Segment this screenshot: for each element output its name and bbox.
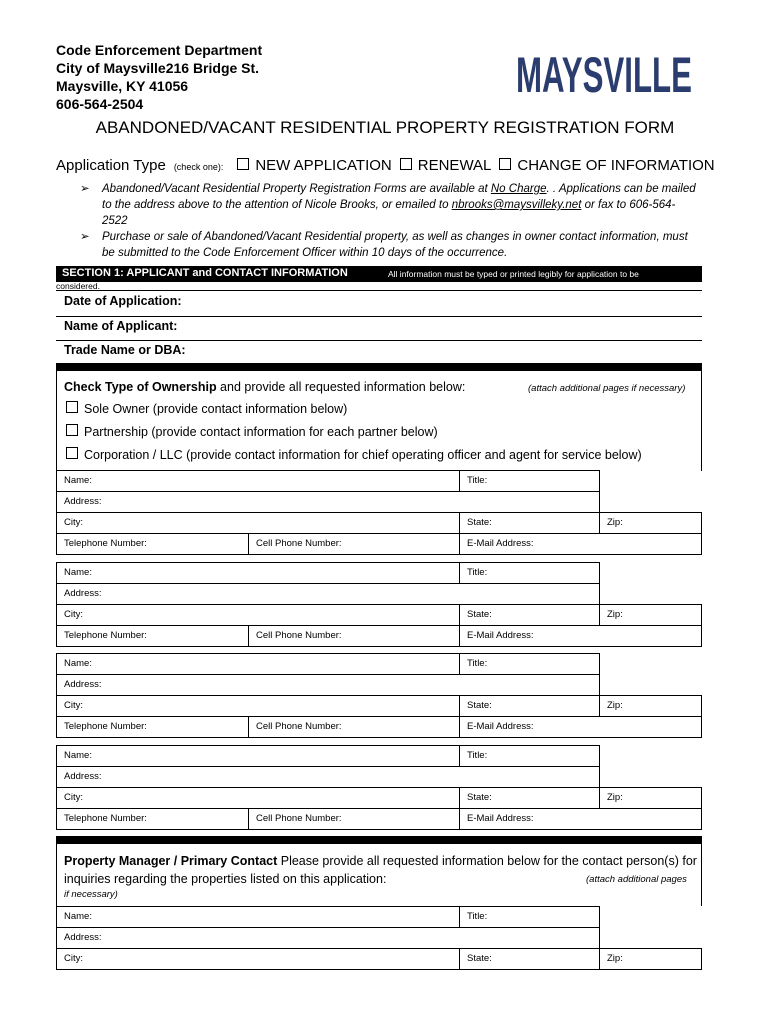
zip-field[interactable]: [600, 605, 702, 626]
address-field[interactable]: [57, 584, 600, 605]
telephone-label: Telephone Number:: [64, 813, 147, 824]
zip-field[interactable]: [600, 513, 702, 534]
bullet1-text: Abandoned/Vacant Residential Property Registration Forms are available at: [102, 183, 491, 195]
zip-field[interactable]: [600, 696, 702, 717]
bullet2-text: Purchase or sale of Abandoned/Vacant Residential property, as well as changes in owner contact information, must be submitted to the Code Enforcement Officer within 10 days of the occurrence.: [102, 231, 688, 259]
telephone-field[interactable]: [57, 534, 249, 555]
zip-label: Zip:: [607, 517, 623, 528]
title-label: Title:: [467, 750, 488, 761]
email-label: E-Mail Address:: [467, 538, 534, 549]
sole-owner-label: Sole Owner (provide contact information below): [84, 402, 348, 416]
address-label: Address:: [64, 588, 102, 599]
bullet-purchase: [80, 229, 690, 263]
maysville-logo: [514, 44, 694, 103]
state-field[interactable]: [460, 513, 600, 534]
logo-text: MAYSVILLE: [516, 47, 692, 103]
state-label: State:: [467, 792, 492, 803]
title-field[interactable]: [460, 654, 600, 675]
section1-header: [56, 266, 702, 290]
name-field[interactable]: [57, 654, 460, 675]
email-label: E-Mail Address:: [467, 630, 534, 641]
title-label: Title:: [467, 567, 488, 578]
email-field[interactable]: [460, 809, 702, 830]
email-field[interactable]: [460, 626, 702, 647]
sole-owner-checkbox[interactable]: [66, 401, 78, 413]
telephone-label: Telephone Number:: [64, 538, 147, 549]
city-field[interactable]: [57, 788, 460, 809]
department-address: [56, 41, 262, 113]
cell-label: Cell Phone Number:: [256, 721, 342, 732]
telephone-field[interactable]: [57, 809, 249, 830]
address-label: Address:: [64, 932, 102, 943]
title-field[interactable]: [460, 907, 600, 928]
address-label: Address:: [64, 679, 102, 690]
ownership-attach-note: (attach additional pages if necessary): [528, 383, 686, 394]
department-name: Code Enforcement Department: [56, 42, 263, 58]
city-label: City:: [64, 700, 83, 711]
city-field[interactable]: [57, 605, 460, 626]
section1-note: All information must be typed or printed legibly for application to be: [388, 269, 639, 279]
zip-label: Zip:: [607, 700, 623, 711]
telephone-field[interactable]: [57, 626, 249, 647]
title-field[interactable]: [460, 471, 600, 492]
address-field[interactable]: [57, 675, 600, 696]
address-field[interactable]: [57, 928, 600, 949]
title-field[interactable]: [460, 563, 600, 584]
address-field[interactable]: [57, 492, 600, 513]
new-application-checkbox[interactable]: [237, 158, 249, 170]
name-field[interactable]: [57, 563, 460, 584]
bullet1-text-3: or fax to 606-564-2522: [102, 199, 676, 227]
email-label: E-Mail Address:: [467, 721, 534, 732]
city-field[interactable]: [57, 696, 460, 717]
contact-table-4: [56, 745, 702, 830]
applicant-name-label: Name of Applicant:: [64, 319, 178, 333]
arrow-bullet-icon: ➢: [80, 183, 90, 195]
state-field[interactable]: [460, 788, 600, 809]
date-label: Date of Application:: [64, 294, 182, 308]
cell-phone-field[interactable]: [249, 626, 460, 647]
section1-title: SECTION 1: APPLICANT and CONTACT INFORMATION: [62, 267, 348, 279]
email-label: E-Mail Address:: [467, 813, 534, 824]
form-title: ABANDONED/VACANT RESIDENTIAL PROPERTY REGISTRATION FORM: [95, 118, 675, 137]
ownership-title-bold: Check Type of Ownership: [64, 380, 217, 394]
application-type-label: Application Type: [56, 157, 166, 174]
name-field[interactable]: [57, 907, 460, 928]
name-label: Name:: [64, 658, 92, 669]
state-field[interactable]: [460, 696, 600, 717]
property-manager-text: Please provide all requested information below for the contact person(s) for inquiries regarding the properties listed on this application:: [64, 854, 697, 886]
ownership-title: [64, 380, 465, 394]
state-field[interactable]: [460, 605, 600, 626]
trade-name-label: Trade Name or DBA:: [64, 343, 186, 357]
state-label: State:: [467, 953, 492, 964]
cell-label: Cell Phone Number:: [256, 538, 342, 549]
property-manager-attach-note-cont: if necessary): [64, 889, 118, 900]
contact-table-2: [56, 562, 702, 647]
renewal-checkbox[interactable]: [400, 158, 412, 170]
telephone-field[interactable]: [57, 717, 249, 738]
renewal-label: RENEWAL: [417, 157, 492, 174]
partnership-checkbox[interactable]: [66, 424, 78, 436]
name-field[interactable]: [57, 746, 460, 767]
bullet-availability: [80, 181, 696, 231]
email-field[interactable]: [460, 717, 702, 738]
change-info-label: CHANGE OF INFORMATION: [517, 157, 715, 174]
cell-phone-field[interactable]: [249, 717, 460, 738]
name-label: Name:: [64, 750, 92, 761]
check-one-hint: (check one):: [173, 162, 224, 172]
name-field[interactable]: [57, 471, 460, 492]
state-field[interactable]: [460, 949, 600, 970]
telephone-label: Telephone Number:: [64, 630, 147, 641]
city-field[interactable]: [57, 513, 460, 534]
property-manager-attach-note: (attach additional pages: [586, 874, 687, 885]
city-label: City:: [64, 609, 83, 620]
sole-owner-option[interactable]: [64, 401, 347, 416]
partnership-label: Partnership (provide contact information for each partner below): [84, 425, 438, 439]
section1-note-cont: considered.: [56, 281, 100, 291]
department-phone: 606-564-2504: [56, 96, 144, 112]
title-label: Title:: [467, 475, 488, 486]
contact-table-manager: [56, 906, 702, 970]
street-address: City of Maysville216 Bridge St.: [56, 60, 260, 76]
property-manager-title: Property Manager / Primary Contact: [64, 854, 278, 868]
city-label: City:: [64, 792, 83, 803]
application-type-row: [56, 157, 715, 174]
contact-table-1: [56, 470, 702, 555]
email-link[interactable]: nbrooks@maysvilleky.net: [451, 199, 582, 211]
corporation-label: Corporation / LLC (provide contact information for chief operating officer and agent for service below): [84, 448, 642, 462]
zip-label: Zip:: [607, 953, 623, 964]
name-label: Name:: [64, 911, 92, 922]
ownership-title-rest: and provide all requested information below:: [216, 380, 466, 394]
name-label: Name:: [64, 475, 92, 486]
title-label: Title:: [467, 658, 488, 669]
email-field[interactable]: [460, 534, 702, 555]
city-state-zip: Maysville, KY 41056: [56, 78, 189, 94]
corporation-option[interactable]: [64, 447, 642, 462]
no-charge-text: No Charge: [490, 183, 547, 195]
new-application-label: NEW APPLICATION: [255, 157, 392, 174]
title-label: Title:: [467, 911, 488, 922]
name-label: Name:: [64, 567, 92, 578]
cell-phone-field[interactable]: [249, 809, 460, 830]
telephone-label: Telephone Number:: [64, 721, 147, 732]
city-label: City:: [64, 517, 83, 528]
partnership-option[interactable]: [64, 424, 438, 439]
zip-field[interactable]: [600, 949, 702, 970]
state-label: State:: [467, 517, 492, 528]
corporation-checkbox[interactable]: [66, 447, 78, 459]
bullet1-text-2: . . Applications can be mailed to the address above to the attention of Nicole Brooks, or emailed to: [102, 183, 696, 211]
state-label: State:: [467, 700, 492, 711]
city-label: City:: [64, 953, 83, 964]
zip-label: Zip:: [607, 609, 623, 620]
zip-label: Zip:: [607, 792, 623, 803]
cell-phone-field[interactable]: [249, 534, 460, 555]
address-label: Address:: [64, 771, 102, 782]
cell-label: Cell Phone Number:: [256, 813, 342, 824]
arrow-bullet-icon: ➢: [80, 231, 90, 243]
state-label: State:: [467, 609, 492, 620]
cell-label: Cell Phone Number:: [256, 630, 342, 641]
address-field[interactable]: [57, 767, 600, 788]
title-field[interactable]: [460, 746, 600, 767]
zip-field[interactable]: [600, 788, 702, 809]
contact-table-3: [56, 653, 702, 738]
city-field[interactable]: [57, 949, 460, 970]
change-info-checkbox[interactable]: [499, 158, 511, 170]
address-label: Address:: [64, 496, 102, 507]
